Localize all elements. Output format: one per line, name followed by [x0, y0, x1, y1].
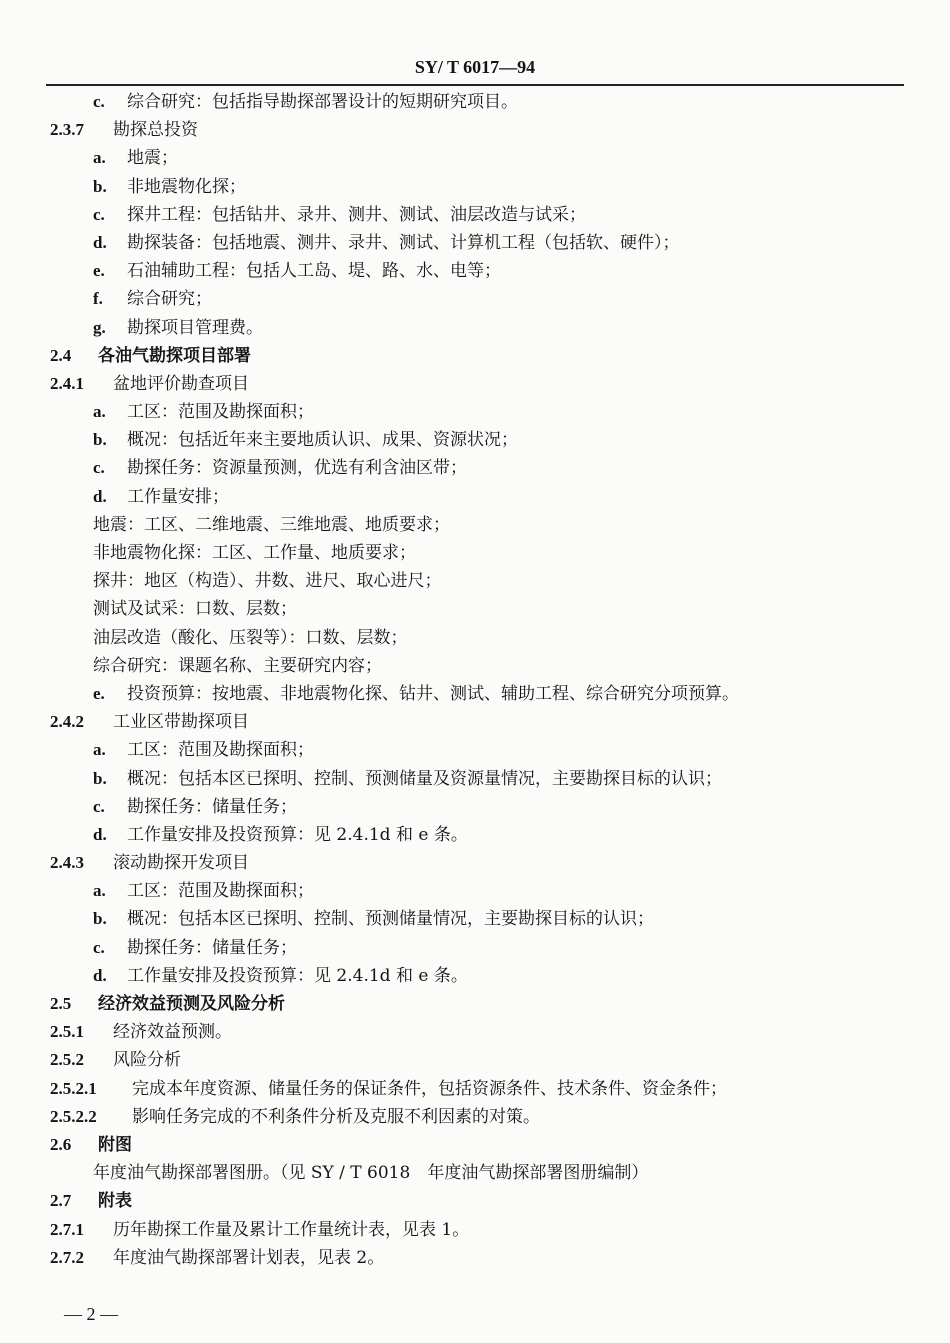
item-text: 工业区带勘探项目 [113, 712, 249, 733]
item-text: 附图 [98, 1134, 132, 1155]
list-item [0, 144, 950, 172]
item-number: b. [93, 909, 107, 929]
item-number: c. [93, 458, 105, 478]
item-number: c. [93, 796, 105, 816]
item-text: 综合研究：课题名称、主要研究内容； [93, 655, 382, 676]
list-item [0, 877, 950, 905]
list-item [0, 821, 950, 849]
item-text: 经济效益预测。 [113, 1022, 232, 1043]
item-number: a. [93, 402, 106, 422]
list-item [0, 905, 950, 933]
item-text: 勘探装备：包括地震、测井、录井、测试、计算机工程（包括软、硬件）； [127, 232, 680, 253]
item-text: 历年勘探工作量及累计工作量统计表，见表 1。 [113, 1219, 470, 1240]
item-text: 影响任务完成的不利条件分析及克服不利因素的对策。 [132, 1106, 540, 1127]
list-item [0, 934, 950, 962]
item-text: 地震； [127, 148, 178, 169]
item-number: 2.4 [50, 345, 72, 365]
item-text: 工作量安排及投资预算：见 2.4.1d 和 e 条。 [127, 965, 468, 986]
list-item [0, 426, 950, 454]
item-number: 2.3.7 [50, 120, 84, 140]
list-item [0, 201, 950, 229]
list-item [0, 1244, 950, 1272]
item-number: 2.4.2 [50, 712, 84, 732]
item-text: 经济效益预测及风险分析 [98, 994, 285, 1014]
item-number: 2.6 [50, 1134, 72, 1154]
item-number: 2.5.1 [50, 1022, 84, 1042]
paragraph-line [0, 652, 950, 680]
list-item [0, 370, 950, 398]
list-item [0, 116, 950, 144]
list-item [0, 454, 950, 482]
item-number: d. [93, 824, 107, 844]
item-text: 盆地评价勘查项目 [113, 373, 249, 394]
list-item [0, 680, 950, 708]
item-number: g. [93, 317, 106, 337]
item-number: d. [93, 965, 107, 985]
item-text: 完成本年度资源、储量任务的保证条件，包括资源条件、技术条件、资金条件； [132, 1078, 727, 1099]
item-text: 风险分析 [113, 1050, 181, 1071]
item-text: 投资预算：按地震、非地震物化探、钻井、测试、辅助工程、综合研究分项预算。 [127, 683, 739, 704]
item-number: 2.5.2.2 [50, 1106, 97, 1126]
item-number: b. [93, 430, 107, 450]
item-text: 工作量安排及投资预算：见 2.4.1d 和 e 条。 [127, 824, 468, 845]
list-item [0, 88, 950, 116]
item-number: c. [93, 937, 105, 957]
list-item [0, 1075, 950, 1103]
item-text: 概况：包括近年来主要地质认识、成果、资源状况； [127, 430, 518, 451]
item-text: 测试及试采：口数、层数； [93, 599, 297, 620]
item-number: c. [93, 92, 105, 111]
page-number: — 2 — [64, 1304, 118, 1324]
paragraph-line [0, 511, 950, 539]
item-text: 综合研究； [127, 289, 212, 310]
item-number: 2.5.2.1 [50, 1078, 97, 1098]
item-text: 地震：工区、二维地震、三维地震、地质要求； [93, 514, 450, 535]
item-number: b. [93, 768, 107, 788]
item-text: 勘探总投资 [113, 120, 198, 141]
paragraph-line [0, 1159, 950, 1187]
item-number: e. [93, 261, 105, 281]
item-text: 油层改造（酸化、压裂等）：口数、层数； [93, 627, 408, 648]
list-item [0, 708, 950, 736]
list-item [0, 1216, 950, 1244]
list-item [0, 314, 950, 342]
item-text: 概况：包括本区已探明、控制、预测储量及资源量情况，主要勘探目标的认识； [127, 768, 722, 789]
item-text: 探井：地区（构造）、井数、进尺、取心进尺； [93, 571, 442, 592]
item-text: 工区：范围及勘探面积； [127, 881, 314, 902]
item-number: 2.5.2 [50, 1050, 84, 1070]
item-number: f. [93, 289, 103, 309]
item-text: 附表 [98, 1191, 132, 1212]
item-text: 勘探任务：资源量预测，优选有利含油区带； [127, 458, 467, 479]
list-item [0, 793, 950, 821]
list-item [0, 398, 950, 426]
item-number: 2.7 [50, 1191, 72, 1211]
paragraph-line [0, 595, 950, 623]
item-text: 工区：范围及勘探面积； [127, 740, 314, 761]
item-number: a. [93, 148, 106, 168]
paragraph-line [0, 624, 950, 652]
item-text: 滚动勘探开发项目 [113, 853, 249, 874]
item-text: 各油气勘探项目部署 [98, 345, 251, 366]
item-text: 概况：包括本区已探明、控制、预测储量情况，主要勘探目标的认识； [127, 909, 654, 930]
item-text: 石油辅助工程：包括人工岛、堤、路、水、电等； [127, 261, 501, 282]
item-number: 2.4.1 [50, 373, 84, 393]
item-text: 工区：范围及勘探面积； [127, 402, 314, 423]
list-item [0, 483, 950, 511]
item-text: 勘探任务：储量任务； [127, 796, 297, 817]
list-item [0, 229, 950, 257]
item-text: 勘探任务：储量任务； [127, 937, 297, 958]
item-text: 勘探项目管理费。 [127, 317, 263, 338]
list-item [0, 765, 950, 793]
item-text: 年度油气勘探部署图册。（见 SY / T 6018 年度油气勘探部署图册编制） [93, 1163, 649, 1184]
list-item [0, 257, 950, 285]
section-heading [0, 1131, 950, 1159]
item-number: b. [93, 176, 107, 196]
list-item [0, 736, 950, 764]
item-number: 2.5 [50, 994, 72, 1013]
section-heading [0, 1187, 950, 1215]
item-text: 综合研究：包括指导勘探部署设计的短期研究项目。 [127, 92, 518, 112]
document-body [0, 88, 950, 1272]
list-item [0, 1103, 950, 1131]
header-rule [46, 84, 904, 86]
item-text: 工作量安排； [127, 486, 229, 507]
list-item [0, 849, 950, 877]
item-number: 2.7.2 [50, 1247, 84, 1267]
item-number: c. [93, 204, 105, 224]
item-number: a. [93, 740, 106, 760]
list-item [0, 1046, 950, 1074]
list-item [0, 173, 950, 201]
page-header: SY/ T 6017—94 [414, 57, 536, 77]
item-text: 探井工程：包括钻井、录井、测井、测试、油层改造与试采； [127, 204, 586, 225]
paragraph-line [0, 567, 950, 595]
item-number: d. [93, 232, 107, 252]
paragraph-line [0, 539, 950, 567]
item-text: 非地震物化探； [127, 176, 246, 197]
item-number: 2.4.3 [50, 853, 84, 873]
list-item [0, 962, 950, 990]
item-number: e. [93, 683, 105, 703]
list-item [0, 1018, 950, 1046]
item-text: 非地震物化探：工区、工作量、地质要求； [93, 543, 416, 563]
list-item [0, 285, 950, 313]
section-heading [0, 342, 950, 370]
section-heading [0, 990, 950, 1018]
item-number: d. [93, 486, 107, 506]
item-text: 年度油气勘探部署计划表，见表 2。 [113, 1247, 385, 1268]
item-number: a. [93, 881, 106, 901]
item-number: 2.7.1 [50, 1219, 84, 1239]
